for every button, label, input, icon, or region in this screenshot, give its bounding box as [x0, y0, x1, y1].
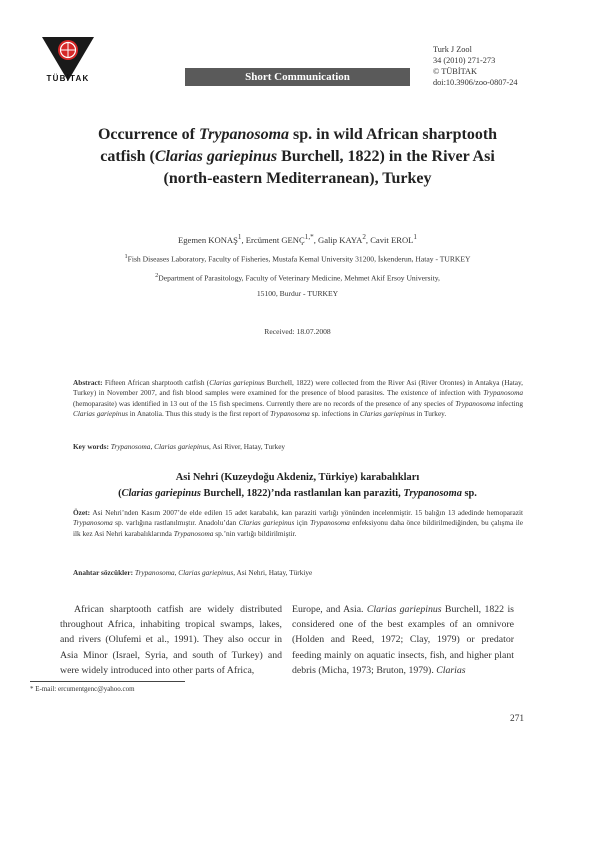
tubitak-logo-icon [40, 26, 96, 96]
author-list: Egemen KONAŞ$^1$, Ercüment $GENÇ^{1,*}$, Galip KAYA$^2$, Cavit EROL$^1$ [178, 233, 417, 245]
received-date: Received: 18.07.2008 [264, 327, 331, 336]
footnote: * E-mail: ercumentgenc@yahoo.com [30, 685, 135, 693]
page-number: 271 [510, 714, 525, 724]
journal-info [433, 44, 518, 88]
journal-volume: 34 (2010) 271-273 [433, 56, 496, 65]
section-label: Short Communication [185, 68, 410, 86]
footnote-rule [30, 681, 185, 682]
body-column-left: African sharptooth catfish are widely distributed throughout Africa, inhabiting tropical swamps, lakes, and rivers (Olufemi et al., 1991). They also occur in Asia Minor (Israel, Syria, and south of Turkey) and were widely introduced into other parts of Africa, [60, 604, 282, 676]
journal-name: Turk J Zool [433, 45, 472, 54]
abstract: Abstract: Fifteen African sharptooth catfish (Clarias gariepinus Burchell, 1822) were collected from the River Asi (River Orontes) in Antakya (Hatay, Turkey) in November 2007, and fish blood samples were examined for the presence of blood parasites. The existence of infection with Trypanosoma (hemoparasite) was identified in 13 out of the 15 fish specimens. Currently there are no records of the presence of any species of Trypanosoma infecting Clarias gariepinus in Anatolia. Thus this study is the first report of Trypanosoma sp. infections in Clarias gariepinus in Turkey. [73, 378, 523, 419]
journal-doi: doi:10.3906/zoo-0807-24 [433, 78, 518, 87]
keywords: Key words: Trypanosoma, Clarias gariepinus, Asi River, Hatay, Turkey [73, 442, 286, 451]
turkish-abstract: Özet: Asi Nehri’nden Kasım 2007’de elde edilen 15 adet karabalık, kan paraziti varlığı yönünden incelenmiştir. 15 balığın 13 adedinde hemoparazit Trypanosoma sp. varlığına rastlanılmıştır. Anadolu’dan Clarias gariepinus için Trypanosoma enfeksiyonu daha önce bildirilmediğinden, bu çalışma ile ilk kez Asi Nehri karabalıklarında Trypanosoma sp.’nin varlığı bildirilmiştir. [73, 508, 524, 538]
logo-text: TÜBİTAK [46, 74, 90, 83]
turkish-title: Asi Nehri (Kuzeydoğu Akdeniz, Türkiye) karabalıkları (Clarias gariepinus Burchell, 1822)’nda rastlanılan kan paraziti, Trypanosoma sp. [118, 472, 477, 499]
body-column-right: Europe, and Asia. Clarias gariepinus Burchell, 1822 is considered one of the best examples of an omnivore (Holden and Reed, 1972; Clay, 1979) or predator feeding mainly on aquatic insects, fish, and higher plant debris (Micha, 1973; Bruton, 1979). Clarias [292, 604, 514, 676]
affiliations: $^1$Fish Diseases Laboratory, Faculty of Fisheries, Mustafa Kemal University 31200, İskenderun, Hatay - TURKEY $^2$Department of Parasitology, Faculty of Veterinary Medicine, Mehmet Akif Ersoy University, 15100, Burdur - TURKEY [124, 253, 471, 299]
turkish-keywords: Anahtar sözcükler: Trypanosoma, Clarias gariepinus, Asi Nehri, Hatay, Türkiye [73, 568, 313, 577]
journal-copyright: © TÜBİTAK [433, 67, 477, 76]
paper-title: Occurrence of Trypanosoma sp. in wild African sharptooth catfish (Clarias gariepinus Burchell, 1822) in the River Asi (north-eastern Mediterranean), Turkey [97, 126, 498, 187]
